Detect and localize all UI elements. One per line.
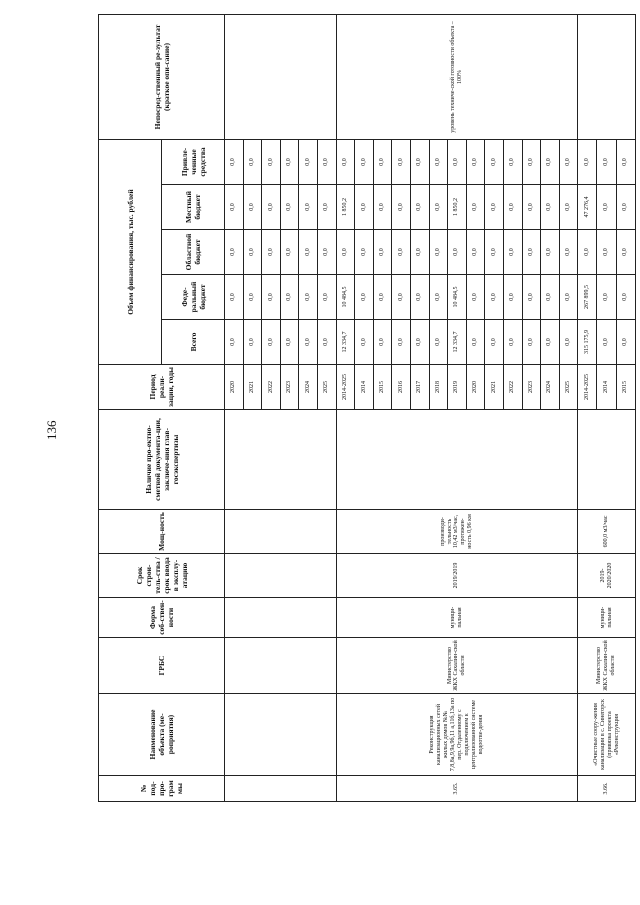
cell-federal: 0,0: [429, 275, 448, 320]
object-capacity: производи-тельность 10,42 м3/час, протяжен-ность 0,96 км: [336, 510, 578, 554]
table-row: [578, 15, 597, 802]
cell-regional: 0,0: [355, 230, 374, 275]
cell-attracted: 0,0: [299, 140, 318, 185]
cell-attracted: 0,0: [336, 140, 355, 185]
cell-attracted: 0,0: [485, 140, 504, 185]
cell-attracted: 0,0: [578, 140, 597, 185]
object-term: 2019/2019: [336, 554, 578, 598]
cell-year: 2023: [522, 365, 541, 410]
cell-total: 0,0: [410, 320, 429, 365]
cell-attracted: 0,0: [448, 140, 467, 185]
cell-federal: 0,0: [280, 275, 299, 320]
header-result: Непосред-ственный ре-зультат (краткое опи-сание): [99, 15, 225, 140]
cell-total: 0,0: [225, 320, 244, 365]
cell-year: 2014: [355, 365, 374, 410]
cell-regional: 0,0: [299, 230, 318, 275]
header-docs: Наличие про-ектно-сметной документа-ции, заключе-ния глав-госэкспертизы: [99, 410, 225, 510]
cell-regional: 0,0: [373, 230, 392, 275]
object-name: Реконструкция канализационных сетей жилых домов №№ 7,8,8а,9,9а,9б,11 а,11б,13а по пер. Отдаленному с подключением к централизованной системе водоотве-дения: [336, 694, 578, 776]
cell-total: 0,0: [559, 320, 578, 365]
cell-attracted: 0,0: [280, 140, 299, 185]
cell-ownership-empty: [225, 598, 337, 638]
cell-local: 0,0: [410, 185, 429, 230]
cell-attracted: 0,0: [392, 140, 411, 185]
cell-attracted: 0,0: [317, 140, 336, 185]
object-capacity: 600,0 м3/час: [578, 510, 636, 554]
cell-total: 0,0: [597, 320, 616, 365]
header-funding: Объем финансирования, тыс. рублей: [99, 140, 162, 365]
program-objects-table: [98, 14, 636, 802]
cell-regional: 0,0: [336, 230, 355, 275]
cell-regional: 0,0: [578, 230, 597, 275]
cell-local: 0,0: [559, 185, 578, 230]
cell-regional: 0,0: [503, 230, 522, 275]
cell-local: 0,0: [597, 185, 616, 230]
cell-federal: 0,0: [503, 275, 522, 320]
cell-year: 2019: [448, 365, 467, 410]
cell-year: 2024: [541, 365, 560, 410]
cell-regional: 0,0: [392, 230, 411, 275]
cell-attracted: 0,0: [262, 140, 281, 185]
cell-attracted: 0,0: [597, 140, 616, 185]
cell-federal: 267 899,5: [578, 275, 597, 320]
cell-year: 2018: [429, 365, 448, 410]
cell-local: 0,0: [262, 185, 281, 230]
header-regional: Областной бюджет: [162, 230, 225, 275]
header-capacity: Мощ-ность: [99, 510, 225, 554]
cell-regional: 0,0: [280, 230, 299, 275]
cell-regional: 0,0: [522, 230, 541, 275]
cell-federal: 10 484,5: [448, 275, 467, 320]
cell-attracted: 0,0: [373, 140, 392, 185]
object-num: 3.65.: [336, 776, 578, 802]
cell-regional: 0,0: [559, 230, 578, 275]
cell-total: 0,0: [616, 320, 635, 365]
cell-total: 0,0: [541, 320, 560, 365]
cell-regional: 0,0: [410, 230, 429, 275]
header-name: Наименование объекта (ме-роприятия): [99, 694, 225, 776]
cell-regional: 0,0: [466, 230, 485, 275]
cell-regional: 0,0: [262, 230, 281, 275]
cell-num-empty: [225, 776, 337, 802]
cell-total: 315 175,9: [578, 320, 597, 365]
cell-regional: 0,0: [485, 230, 504, 275]
cell-regional: 0,0: [429, 230, 448, 275]
object-ownership: муници-пальная: [336, 598, 578, 638]
cell-docs-empty: [225, 410, 337, 510]
cell-federal: 0,0: [522, 275, 541, 320]
cell-year: 2022: [503, 365, 522, 410]
cell-local: 0,0: [522, 185, 541, 230]
cell-total: 12 334,7: [448, 320, 467, 365]
cell-federal: 10 484,5: [336, 275, 355, 320]
header-federal: Феде-ральный бюджет: [162, 275, 225, 320]
cell-local: 1 850,2: [448, 185, 467, 230]
header-local: Местный бюджет: [162, 185, 225, 230]
cell-federal: 0,0: [392, 275, 411, 320]
cell-year: 2015: [616, 365, 635, 410]
object-docs-empty: [336, 410, 578, 510]
cell-attracted: 0,0: [410, 140, 429, 185]
cell-federal: 0,0: [410, 275, 429, 320]
cell-grbs-empty: [225, 638, 337, 694]
header-attracted: Привле-ченные средства: [162, 140, 225, 185]
object-num: 3.66.: [578, 776, 636, 802]
cell-year: 2023: [280, 365, 299, 410]
header-period: Период реали-зации, годы: [99, 365, 225, 410]
cell-total: 0,0: [280, 320, 299, 365]
header-grbs: ГРБС: [99, 638, 225, 694]
object-name: «Очистные соору-жения канализации в с. Синегорск (привязка проекта «Реконструкция: [578, 694, 636, 776]
cell-total: 0,0: [429, 320, 448, 365]
cell-regional: 0,0: [616, 230, 635, 275]
cell-total: 0,0: [299, 320, 318, 365]
header-term: Срок строи-тель-ства / срок ввода в эксплу-атацию: [99, 554, 225, 598]
cell-local: 0,0: [299, 185, 318, 230]
cell-total: 0,0: [392, 320, 411, 365]
cell-regional: 0,0: [243, 230, 262, 275]
cell-total: 0,0: [466, 320, 485, 365]
cell-total: 0,0: [503, 320, 522, 365]
cell-federal: 0,0: [541, 275, 560, 320]
cell-year: 2014-2025: [336, 365, 355, 410]
header-num: № под-про-грам мы: [99, 776, 225, 802]
cell-attracted: 0,0: [243, 140, 262, 185]
cell-local: 0,0: [280, 185, 299, 230]
cell-federal: 0,0: [466, 275, 485, 320]
cell-total: 0,0: [485, 320, 504, 365]
cell-total: 12 334,7: [336, 320, 355, 365]
cell-attracted: 0,0: [559, 140, 578, 185]
table-body: [225, 15, 636, 802]
cell-federal: 0,0: [616, 275, 635, 320]
cell-local: 0,0: [429, 185, 448, 230]
cell-local: 0,0: [541, 185, 560, 230]
page-number: 136: [44, 420, 59, 440]
cell-year: 2020: [466, 365, 485, 410]
cell-year: 2014: [597, 365, 616, 410]
cell-federal: 0,0: [485, 275, 504, 320]
cell-attracted: 0,0: [466, 140, 485, 185]
header-ownership: Форма соб-ствен-ности: [99, 598, 225, 638]
cell-local: 0,0: [243, 185, 262, 230]
cell-local: 1 850,2: [336, 185, 355, 230]
cell-attracted: 0,0: [616, 140, 635, 185]
cell-local: 0,0: [616, 185, 635, 230]
cell-local: 0,0: [485, 185, 504, 230]
cell-regional: 0,0: [317, 230, 336, 275]
cell-attracted: 0,0: [503, 140, 522, 185]
cell-federal: 0,0: [373, 275, 392, 320]
cell-federal: 0,0: [317, 275, 336, 320]
cell-local: 0,0: [503, 185, 522, 230]
object-term: 2019-2020/2020: [578, 554, 636, 598]
cell-attracted: 0,0: [225, 140, 244, 185]
cell-federal: 0,0: [355, 275, 374, 320]
cell-federal: 0,0: [559, 275, 578, 320]
cell-year: 2025: [317, 365, 336, 410]
cell-federal: 0,0: [243, 275, 262, 320]
cell-regional: 0,0: [597, 230, 616, 275]
cell-local: 0,0: [317, 185, 336, 230]
cell-total: 0,0: [262, 320, 281, 365]
cell-capacity-empty: [225, 510, 337, 554]
cell-total: 0,0: [355, 320, 374, 365]
cell-term-empty: [225, 554, 337, 598]
cell-year: 2021: [243, 365, 262, 410]
cell-year: 2015: [373, 365, 392, 410]
cell-year: 2020: [225, 365, 244, 410]
header-total: Всего: [162, 320, 225, 365]
cell-year: 2014-2025: [578, 365, 597, 410]
object-grbs: Министерство ЖКХ Сахалин-ской области: [578, 638, 636, 694]
cell-federal: 0,0: [262, 275, 281, 320]
object-result: уровень техниче-ской готовности объекта – 100%: [336, 15, 578, 140]
cell-total: 0,0: [522, 320, 541, 365]
cell-year: 2017: [410, 365, 429, 410]
cell-year: 2025: [559, 365, 578, 410]
cell-result-empty: [225, 15, 337, 140]
cell-local: 0,0: [355, 185, 374, 230]
cell-total: 0,0: [243, 320, 262, 365]
cell-regional: 0,0: [541, 230, 560, 275]
object-docs-empty: [578, 410, 636, 510]
object-ownership: муници-пальная: [578, 598, 636, 638]
cell-total: 0,0: [317, 320, 336, 365]
cell-attracted: 0,0: [429, 140, 448, 185]
cell-local: 0,0: [373, 185, 392, 230]
cell-attracted: 0,0: [355, 140, 374, 185]
cell-name-empty: [225, 694, 337, 776]
object-grbs: Министерство ЖКХ Сахалин-ской области: [336, 638, 578, 694]
cell-federal: 0,0: [299, 275, 318, 320]
cell-total: 0,0: [373, 320, 392, 365]
cell-year: 2022: [262, 365, 281, 410]
cell-local: 47 276,4: [578, 185, 597, 230]
cell-regional: 0,0: [225, 230, 244, 275]
cell-regional: 0,0: [448, 230, 467, 275]
table-row: [225, 15, 244, 802]
rotated-table-sheet: [98, 15, 636, 802]
cell-attracted: 0,0: [541, 140, 560, 185]
cell-federal: 0,0: [225, 275, 244, 320]
cell-local: 0,0: [225, 185, 244, 230]
cell-federal: 0,0: [597, 275, 616, 320]
cell-year: 2021: [485, 365, 504, 410]
object-result: [578, 15, 636, 140]
table-row: [336, 15, 355, 802]
cell-attracted: 0,0: [522, 140, 541, 185]
cell-year: 2024: [299, 365, 318, 410]
cell-year: 2016: [392, 365, 411, 410]
cell-local: 0,0: [392, 185, 411, 230]
cell-local: 0,0: [466, 185, 485, 230]
